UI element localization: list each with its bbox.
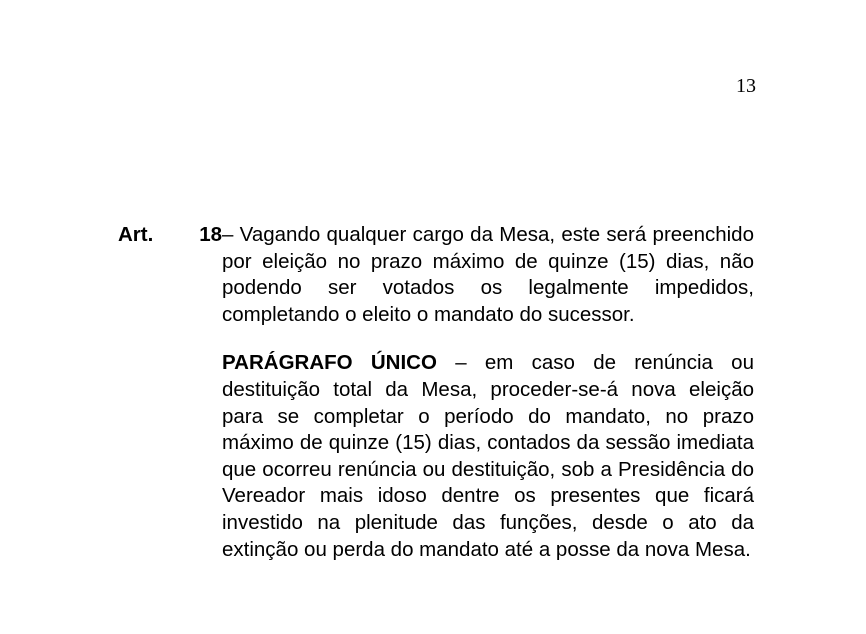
article-label-number: 18 bbox=[199, 223, 222, 246]
page-number: 13 bbox=[736, 75, 756, 97]
paragrafo-unico bbox=[222, 350, 754, 563]
article-label bbox=[118, 222, 222, 249]
paragrafo-unico-text: – em caso de renúncia ou destituição total da Mesa, proceder-se-á nova eleição para se completar o período do mandato, no prazo máximo de quinze (15) dias, contados da sessão imediata que ocorreu renúncia ou destituição, sob a Presidência do Vereador mais idoso dentre os presentes que ficará investido na plenitude das funções, desde o ato da extinção ou perda do mandato até a posse da nova Mesa. bbox=[222, 351, 754, 561]
article-label-art: Art. bbox=[118, 223, 154, 246]
article-text: – Vagando qualquer cargo da Mesa, este será preenchido por eleição no prazo máximo de quinze (15) dias, não podendo ser votados os legalmente impedidos, completando o eleito o mandato do sucessor. bbox=[222, 223, 754, 326]
article-18 bbox=[118, 222, 754, 563]
paragrafo-unico-heading: PARÁGRAFO ÚNICO bbox=[222, 351, 437, 375]
